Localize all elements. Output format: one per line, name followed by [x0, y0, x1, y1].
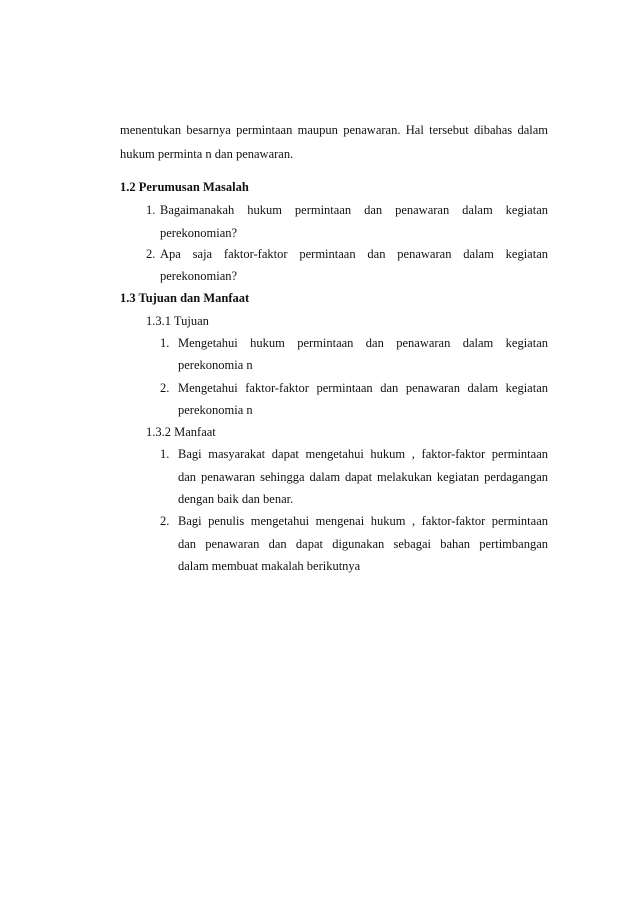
subsection-heading-1-3-2: 1.3.2 Manfaat	[146, 425, 216, 439]
list-number: 1.	[160, 336, 170, 350]
list-item-line: perekonomian?	[160, 269, 238, 283]
list-number: 2.	[160, 514, 170, 528]
list-item-line: perekonomian?	[160, 226, 238, 240]
list-item-line: perekonomia n	[178, 403, 253, 417]
list-item-line: dan penawaran sehingga dalam dapat melakukan kegiatan perdagangan	[178, 470, 548, 484]
list-number: 1.	[160, 447, 170, 461]
list-item-line: Apa saja faktor-faktor permintaan dan penawaran dalam kegiatan	[160, 247, 548, 261]
intro-line-1: menentukan besarnya permintaan maupun penawaran. Hal tersebut dibahas dalam	[120, 123, 548, 137]
list-item-line: dalam membuat makalah berikutnya	[178, 559, 361, 573]
section-heading-1-3: 1.3 Tujuan dan Manfaat	[120, 291, 250, 305]
list-item-line: Mengetahui faktor-faktor permintaan dan penawaran dalam kegiatan	[178, 381, 548, 395]
section-heading-1-2: 1.2 Perumusan Masalah	[120, 180, 249, 194]
intro-line-2: hukum perminta n dan penawaran.	[120, 147, 294, 161]
list-item-line: dan penawaran dan dapat digunakan sebagai bahan pertimbangan	[178, 537, 548, 551]
list-item-line: dengan baik dan benar.	[178, 492, 294, 506]
list-item-line: Bagaimanakah hukum permintaan dan penawaran dalam kegiatan	[160, 203, 548, 217]
list-item-line: Bagi penulis mengetahui mengenai hukum , faktor-faktor permintaan	[178, 514, 548, 528]
list-item-line: Mengetahui hukum permintaan dan penawaran dalam kegiatan	[178, 336, 548, 350]
list-number: 2.	[146, 247, 156, 261]
list-item-line: Bagi masyarakat dapat mengetahui hukum , faktor-faktor permintaan	[178, 447, 548, 461]
list-number: 2.	[160, 381, 170, 395]
subsection-heading-1-3-1: 1.3.1 Tujuan	[146, 314, 209, 328]
list-number: 1.	[146, 203, 156, 217]
list-item-line: perekonomia n	[178, 358, 253, 372]
